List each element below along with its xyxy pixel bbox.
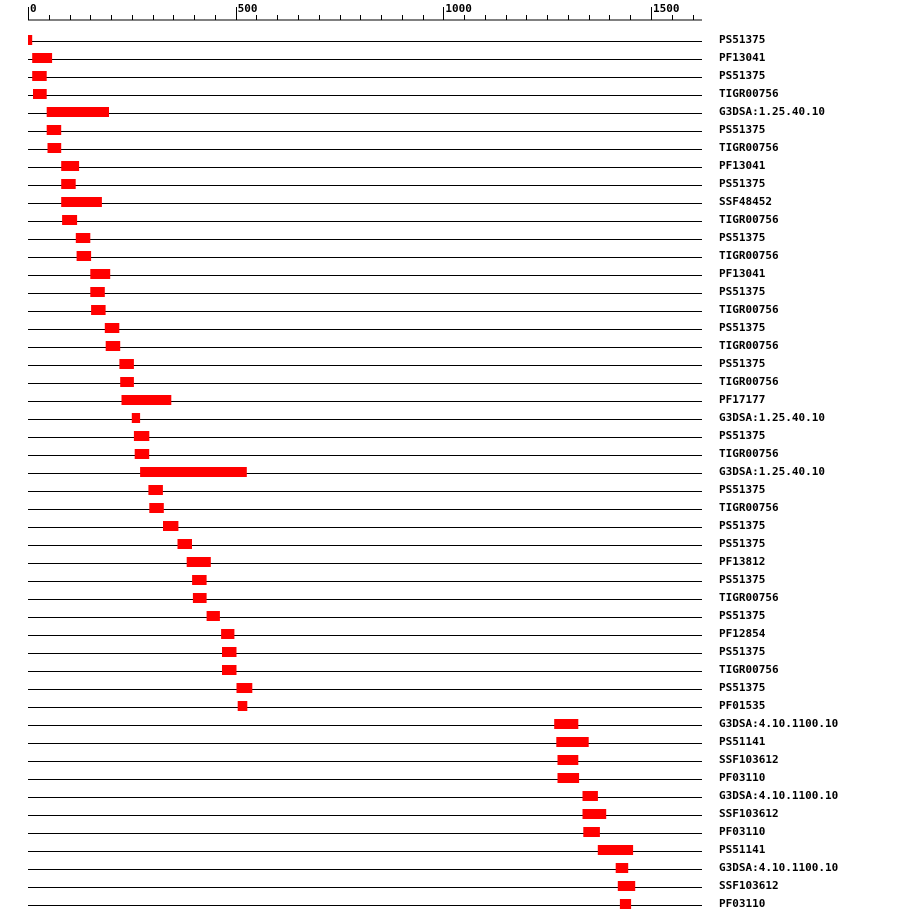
- domain-row: [28, 627, 766, 640]
- row-label: TIGR00756: [719, 375, 779, 388]
- axis-tick-label: 1500: [653, 2, 680, 15]
- domain-row: [28, 51, 766, 64]
- domain-row: [28, 33, 765, 46]
- domain-bar: [134, 431, 149, 441]
- domain-bar: [148, 485, 163, 495]
- domain-row: [28, 393, 765, 406]
- domain-row: [28, 249, 779, 262]
- row-label: PF17177: [719, 393, 766, 406]
- domain-row: [28, 483, 765, 496]
- domain-row: [28, 609, 765, 622]
- domain-row: [28, 519, 765, 532]
- row-label: PS51375: [719, 285, 766, 298]
- domain-row: [28, 555, 765, 568]
- domain-bar: [558, 773, 580, 783]
- row-label: PS51375: [719, 177, 766, 190]
- row-label: PS51375: [719, 537, 766, 550]
- domain-bar: [237, 683, 253, 693]
- domain-bar: [135, 449, 150, 459]
- row-label: PS51375: [719, 123, 766, 136]
- domain-row: [28, 375, 779, 388]
- domain-bar: [221, 629, 234, 639]
- domain-bar: [193, 593, 207, 603]
- row-label: TIGR00756: [719, 663, 779, 676]
- domain-row: [28, 447, 779, 460]
- row-label: PF03110: [719, 825, 766, 838]
- domain-bar: [554, 719, 578, 729]
- row-label: PS51375: [719, 429, 766, 442]
- domain-row: [28, 411, 825, 424]
- domain-bar: [178, 539, 193, 549]
- domain-bar: [119, 359, 133, 369]
- domain-bar: [620, 899, 631, 909]
- row-label: PF13041: [719, 267, 766, 280]
- domain-bar: [132, 413, 140, 423]
- domain-bar: [32, 71, 47, 81]
- row-label: PF03110: [719, 771, 766, 784]
- row-label: G3DSA:4.10.1100.10: [719, 789, 839, 802]
- row-label: TIGR00756: [719, 591, 779, 604]
- row-label: SSF103612: [719, 753, 779, 766]
- domain-bar: [120, 377, 134, 387]
- domain-bar: [106, 341, 121, 351]
- row-label: TIGR00756: [719, 141, 779, 154]
- domain-row: [28, 105, 825, 118]
- axis-tick-label: 0: [30, 2, 37, 15]
- row-label: PS51375: [719, 231, 766, 244]
- row-label: G3DSA:4.10.1100.10: [719, 861, 839, 874]
- row-label: TIGR00756: [719, 249, 779, 262]
- domain-row: [28, 681, 765, 694]
- domain-bar: [616, 863, 629, 873]
- domain-row: [28, 663, 779, 676]
- row-label: SSF103612: [719, 879, 779, 892]
- domain-row: [28, 501, 779, 514]
- domain-row: [28, 357, 765, 370]
- row-label: TIGR00756: [719, 447, 779, 460]
- domain-bar: [105, 323, 120, 333]
- row-label: TIGR00756: [719, 87, 779, 100]
- domain-bar: [238, 701, 248, 711]
- domain-row: [28, 87, 779, 100]
- domain-bar: [28, 35, 32, 45]
- domain-bar: [62, 215, 77, 225]
- domain-bar: [192, 575, 207, 585]
- domain-bar: [149, 503, 164, 513]
- row-label: PS51375: [719, 357, 766, 370]
- domain-bar: [122, 395, 172, 405]
- domain-row: [28, 825, 765, 838]
- row-label: PF01535: [719, 699, 766, 712]
- domain-row: [28, 339, 779, 352]
- domain-row: [28, 897, 765, 910]
- domain-bar: [32, 53, 52, 63]
- domain-row: [28, 573, 765, 586]
- domain-bar: [583, 791, 598, 801]
- domain-row: [28, 213, 779, 226]
- row-label: PS51375: [719, 573, 766, 586]
- domain-row: [28, 717, 838, 730]
- domain-row: [28, 879, 779, 892]
- domain-bar: [187, 557, 211, 567]
- row-label: G3DSA:4.10.1100.10: [719, 717, 839, 730]
- row-label: G3DSA:1.25.40.10: [719, 105, 825, 118]
- row-label: G3DSA:1.25.40.10: [719, 465, 825, 478]
- domain-row: [28, 843, 766, 856]
- axis-tick-label: 1000: [445, 2, 472, 15]
- domain-bar: [222, 647, 237, 657]
- domain-row: [28, 699, 765, 712]
- row-label: PS51141: [719, 843, 766, 856]
- axis-tick-label: 500: [237, 2, 258, 15]
- domain-row: [28, 195, 772, 208]
- domain-row: [28, 429, 765, 442]
- row-label: PF13041: [719, 159, 766, 172]
- domain-row: [28, 771, 765, 784]
- row-label: PS51375: [719, 483, 766, 496]
- row-label: SSF103612: [719, 807, 779, 820]
- domain-row: [28, 861, 838, 874]
- row-label: PS51375: [719, 33, 766, 46]
- row-label: G3DSA:1.25.40.10: [719, 411, 825, 424]
- domain-row: [28, 753, 779, 766]
- domain-bar: [222, 665, 237, 675]
- domain-rows: [28, 33, 838, 910]
- domain-bar: [163, 521, 178, 531]
- domain-bar: [140, 467, 247, 477]
- domain-row: [28, 285, 765, 298]
- row-label: PS51375: [719, 681, 766, 694]
- domain-row: [28, 465, 825, 478]
- domain-bar: [583, 809, 607, 819]
- domain-bar: [61, 161, 79, 171]
- domain-bar: [61, 197, 102, 207]
- domain-row: [28, 645, 765, 658]
- row-label: TIGR00756: [719, 501, 779, 514]
- row-label: PS51141: [719, 735, 766, 748]
- domain-bar: [61, 179, 75, 189]
- row-label: PF13041: [719, 51, 766, 64]
- domain-row: [28, 159, 766, 172]
- domain-row: [28, 537, 765, 550]
- domain-row: [28, 267, 766, 280]
- domain-row: [28, 735, 766, 748]
- row-label: TIGR00756: [719, 303, 779, 316]
- domain-bar: [77, 251, 92, 261]
- domain-row: [28, 231, 765, 244]
- domain-bar: [583, 827, 600, 837]
- row-label: SSF48452: [719, 195, 772, 208]
- domain-bar: [90, 287, 105, 297]
- domain-bar: [618, 881, 635, 891]
- domain-bar: [33, 89, 47, 99]
- row-label: PS51375: [719, 609, 766, 622]
- row-label: PS51375: [719, 519, 766, 532]
- domain-bar: [90, 269, 110, 279]
- domain-row: [28, 303, 779, 316]
- row-label: PS51375: [719, 321, 766, 334]
- domain-bar: [76, 233, 91, 243]
- domain-row: [28, 789, 838, 802]
- domain-row: [28, 141, 779, 154]
- domain-bar: [47, 125, 62, 135]
- domain-bar: [48, 143, 62, 153]
- domain-row: [28, 69, 765, 82]
- domain-row: [28, 177, 765, 190]
- domain-bar: [91, 305, 106, 315]
- domain-bar: [207, 611, 220, 621]
- domain-row: [28, 591, 779, 604]
- domain-bar: [47, 107, 109, 117]
- row-label: PF12854: [719, 627, 766, 640]
- row-label: PF13812: [719, 555, 766, 568]
- row-label: TIGR00756: [719, 213, 779, 226]
- domain-bar: [598, 845, 633, 855]
- domain-row: [28, 807, 779, 820]
- row-label: PF03110: [719, 897, 766, 910]
- domain-bar: [558, 755, 579, 765]
- row-label: TIGR00756: [719, 339, 779, 352]
- top-axis: [28, 2, 702, 20]
- row-label: PS51375: [719, 645, 766, 658]
- domain-row: [28, 123, 765, 136]
- domain-bar: [556, 737, 588, 747]
- domain-row: [28, 321, 765, 334]
- row-label: PS51375: [719, 69, 766, 82]
